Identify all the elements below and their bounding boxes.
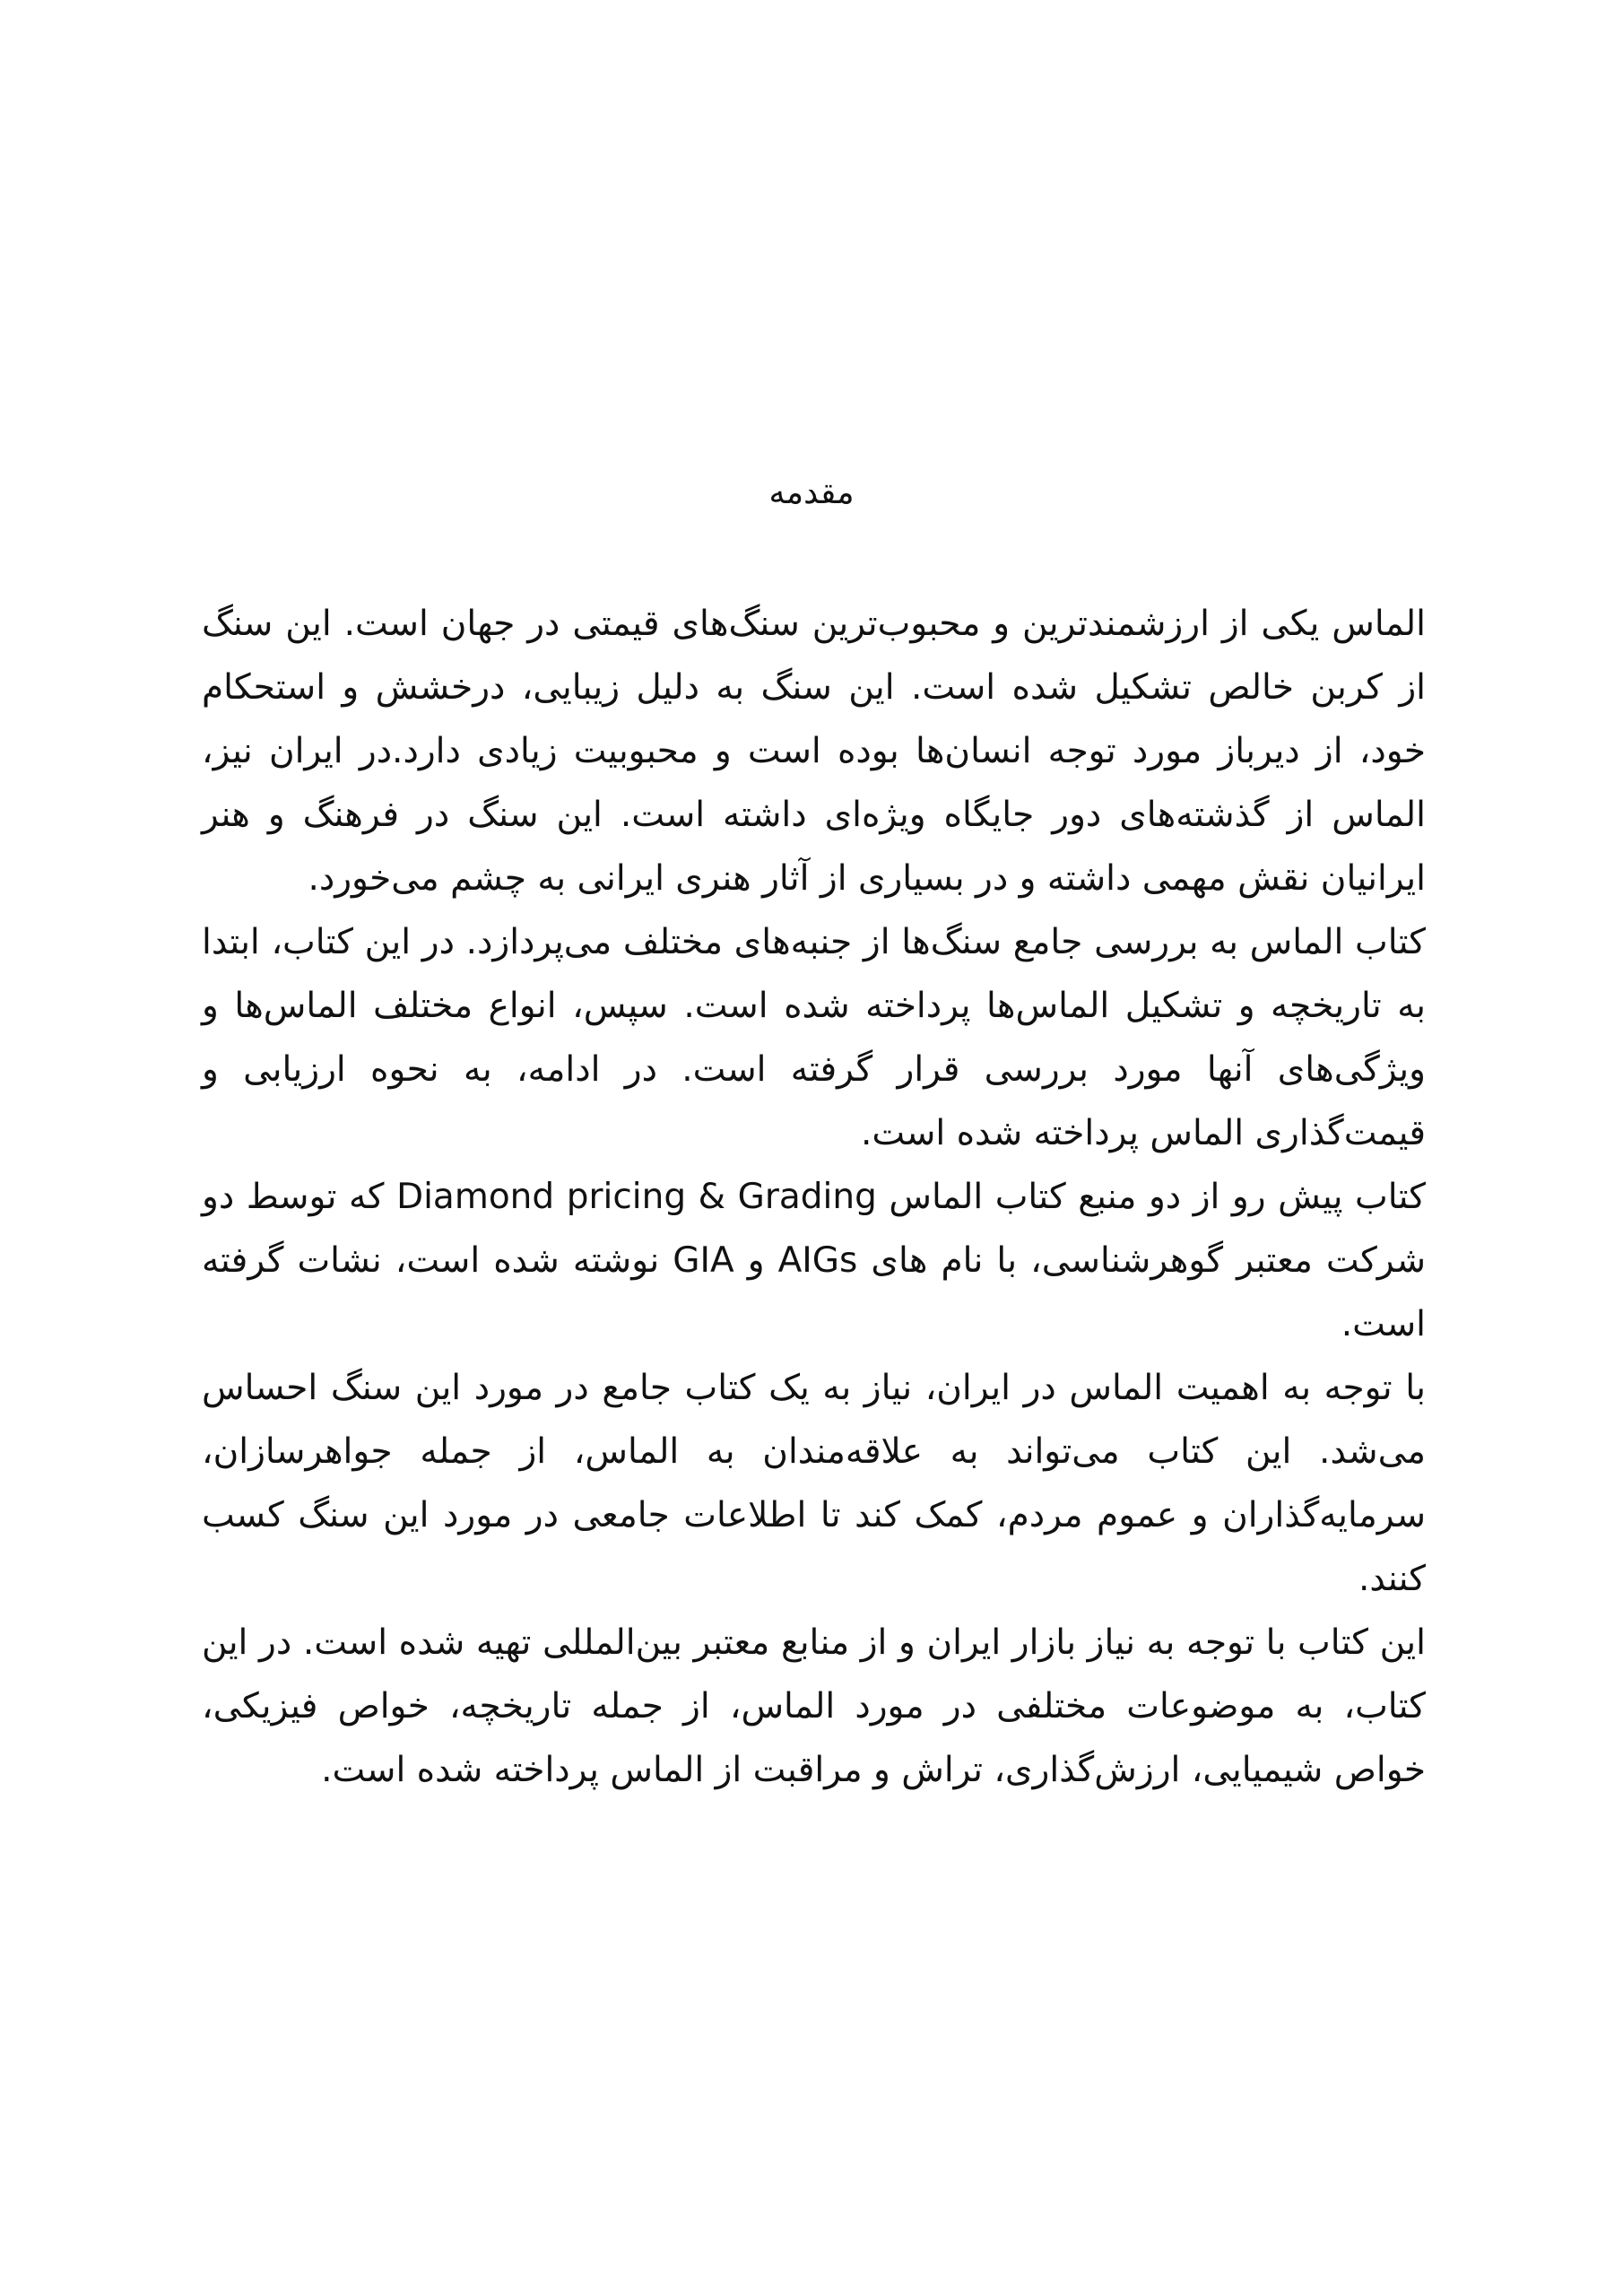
body-text bbox=[202, 592, 1426, 1802]
paragraph-book-overview: کتاب الماس به بررسی جامع سنگ‌ها از جنبه‌های مختلف می‌پردازد. در این کتاب، ابتدا به تاریخچه و تشکیل الماس‌ها پرداخته شده است. سپس، انواع مختلف الماس‌ها و ویژگی‌های آنها مورد بررسی قرار گرفته است. در ادامه، به نحوه ارزیابی و قیمت‌گذاری الماس پرداخته شده است. bbox=[202, 922, 1426, 1153]
paragraph-importance: با توجه به اهمیت الماس در ایران، نیاز به یک کتاب جامع در مورد این سنگ احساس می‌شد. این کتاب می‌تواند به علاقه‌مندان به الماس، از جمله جواهرسازان، سرمایه‌گذاران و عموم مردم، کمک کند تا اطلاعات جامعی در مورد این سنگ کسب کنند. bbox=[202, 1368, 1426, 1599]
paragraph-sources: کتاب پیش رو از دو منبع کتاب الماس Diamond pricing & Grading که توسط دو شرکت معتبر گوهرشناسی، با نام های AIGs و GIA نوشته شده است، نشات گرفته است. bbox=[202, 1177, 1426, 1344]
paragraph-topics: این کتاب با توجه به نیاز بازار ایران و از منابع معتبر بین‌المللی تهیه شده است. در این کتاب، به موضوعات مختلفی در مورد الماس، از جمله تاریخچه، خواص فیزیکی، خواص شیمیایی، ارزش‌گذاری، تراش و مراقبت از الماس پرداخته شده است. bbox=[202, 1622, 1426, 1790]
page-title: مقدمه bbox=[768, 474, 855, 511]
paragraph-intro: الماس یکی از ارزشمندترین و محبوب‌ترین سنگ‌های قیمتی در جهان است. این سنگ از کربن خالص تشکیل شده است. این سنگ به دلیل زیبایی، درخشش و استحکام خود، از دیرباز مورد توجه انسان‌ها بوده است و محبوبیت زیادی دارد.در ایران نیز، الماس از گذشته‌های دور جایگاه ویژه‌ای داشته است. این سنگ در فرهنگ و هنر ایرانیان نقش مهمی داشته و در بسیاری از آثار هنری ایرانی به چشم می‌خورد. bbox=[202, 604, 1426, 899]
